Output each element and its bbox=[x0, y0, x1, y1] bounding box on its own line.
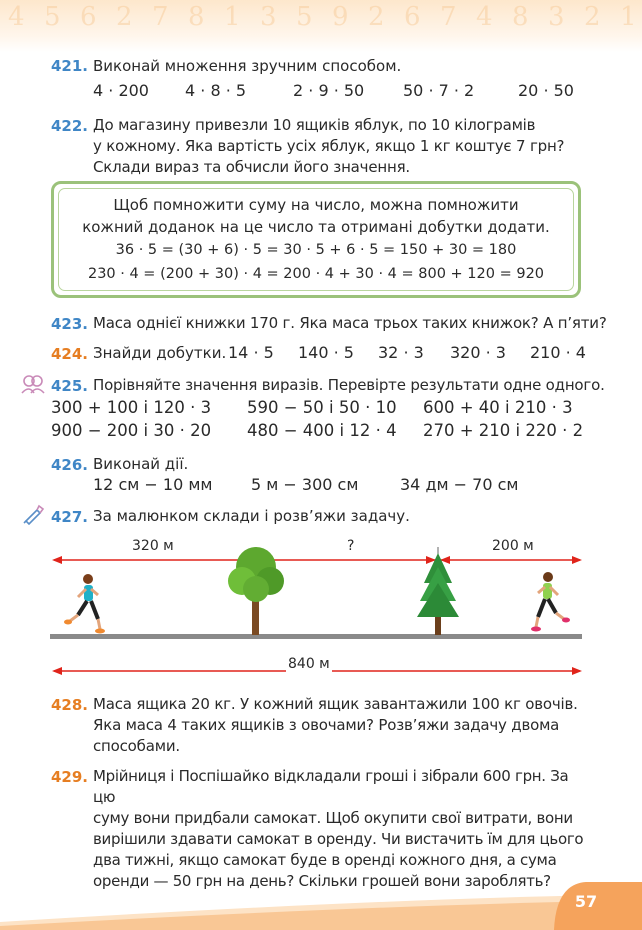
header-digit: 9 bbox=[332, 2, 349, 32]
problem-428-number: 428. bbox=[51, 696, 89, 714]
comparison: 600 + 40 і 210 · 3 bbox=[423, 398, 573, 417]
text-line: суму вони придбали самокат. Щоб окупити свої витрати, вони bbox=[93, 809, 573, 827]
text-line: два тижні, якщо самокат буде в оренді кожного дня, а сума bbox=[93, 851, 557, 869]
rule-line: Щоб помножити суму на число, можна помножити bbox=[113, 196, 519, 214]
label-unknown-distance: ? bbox=[347, 538, 355, 554]
problem-425-row bbox=[51, 398, 591, 420]
problem-429-text bbox=[93, 766, 588, 892]
comparison: 480 − 400 і 12 · 4 bbox=[247, 421, 397, 440]
top-distance-line bbox=[52, 547, 582, 635]
page-number: 57 bbox=[574, 892, 598, 911]
problem-426-text: Виконай дії. bbox=[93, 455, 189, 473]
fir-tree-icon bbox=[417, 553, 459, 635]
header-digit: 3 bbox=[260, 2, 277, 32]
label-right-distance: 200 м bbox=[492, 538, 534, 554]
expression: 34 дм − 70 см bbox=[400, 475, 519, 494]
rule-line: кожний доданок на це число та отримані добутки додати. bbox=[82, 218, 550, 236]
problem-423-number: 423. bbox=[51, 315, 89, 333]
header-digit: 6 bbox=[80, 2, 97, 32]
expression: 12 см − 10 мм bbox=[93, 475, 213, 494]
text-line: у кожному. Яка вартість усіх яблук, якщо 1 кг коштує 7 грн? bbox=[93, 137, 565, 155]
label-left-distance: 320 м bbox=[132, 538, 174, 554]
text-line: Яка маса 4 таких ящиків з овочами? Розв’яжи задачу двома bbox=[93, 716, 560, 734]
header-digit: 2 bbox=[584, 2, 601, 32]
expression: 20 · 50 bbox=[518, 81, 574, 100]
text-line: Мрійниця і Поспішайко відкладали гроші і зібрали 600 грн. За цю bbox=[93, 767, 569, 806]
header-digit: 6 bbox=[404, 2, 421, 32]
text-line: вирішили здавати самокат в оренду. Чи вистачить їм для цього bbox=[93, 830, 584, 848]
header-digit: 4 bbox=[476, 2, 493, 32]
header-digit: 7 bbox=[152, 2, 169, 32]
expression: 4 · 200 bbox=[93, 81, 149, 100]
header-digit: 3 bbox=[548, 2, 565, 32]
header-digit: 5 bbox=[296, 2, 313, 32]
header-digit: 5 bbox=[44, 2, 61, 32]
expression: 5 м − 300 см bbox=[251, 475, 359, 494]
text-line: оренди — 50 грн на день? Скільки грошей вони зароблять? bbox=[93, 872, 551, 890]
problem-425-row bbox=[51, 421, 591, 443]
runner-right-icon bbox=[531, 572, 570, 632]
problem-427-number: 427. bbox=[51, 508, 89, 526]
problem-421-number: 421. bbox=[51, 57, 89, 75]
text-line: До магазину привезли 10 ящиків яблук, по 10 кілограмів bbox=[93, 116, 536, 134]
problem-426-number: 426. bbox=[51, 456, 89, 474]
expression: 32 · 3 bbox=[378, 343, 424, 362]
problem-426-expressions bbox=[93, 475, 553, 497]
rule-example: 36 · 5 = (30 + 6) · 5 = 30 · 5 + 6 · 5 = 150 + 30 = 180 bbox=[115, 242, 517, 258]
expression: 50 · 7 · 2 bbox=[403, 81, 475, 100]
expression: 210 · 4 bbox=[530, 343, 586, 362]
rule-example: 230 · 4 = (200 + 30) · 4 = 200 · 4 + 30 · 4 = 800 + 120 = 920 bbox=[87, 266, 545, 282]
ground-line bbox=[50, 634, 582, 639]
runner-left-icon bbox=[64, 574, 105, 634]
problem-421-expressions bbox=[93, 81, 583, 103]
expression: 2 · 9 · 50 bbox=[293, 81, 365, 100]
header-digit: 8 bbox=[188, 2, 205, 32]
problem-421-text: Виконай множення зручним способом. bbox=[93, 57, 402, 75]
comparison: 590 − 50 і 50 · 10 bbox=[247, 398, 397, 417]
label-total-distance: 840 м bbox=[288, 656, 330, 672]
comparison: 300 + 100 і 120 · 3 bbox=[51, 398, 212, 417]
problem-424-expressions bbox=[228, 343, 588, 365]
text-line: Склади вираз та обчисли його значення. bbox=[93, 158, 410, 176]
problem-427-text: За малюнком склади і розв’яжи задачу. bbox=[93, 507, 410, 525]
pair-work-icon bbox=[20, 373, 46, 395]
problem-425-text: Порівняйте значення виразів. Перевірте результати одне одного. bbox=[93, 376, 605, 394]
problem-429-number: 429. bbox=[51, 768, 89, 786]
text-line: способами. bbox=[93, 737, 180, 755]
pencil-icon bbox=[22, 503, 44, 525]
header-digit: 2 bbox=[368, 2, 385, 32]
expression: 4 · 8 · 5 bbox=[185, 81, 247, 100]
problem-424-text: Знайди добутки. bbox=[93, 344, 227, 362]
header-digit: 2 bbox=[116, 2, 133, 32]
problem-424-number: 424. bbox=[51, 345, 89, 363]
expression: 320 · 3 bbox=[450, 343, 506, 362]
expression: 14 · 5 bbox=[228, 343, 274, 362]
header-digit: 7 bbox=[440, 2, 457, 32]
header-digit: 8 bbox=[512, 2, 529, 32]
header-digit: 1 bbox=[620, 2, 637, 32]
problem-422-text bbox=[93, 115, 583, 178]
comparison: 270 + 210 і 220 · 2 bbox=[423, 421, 584, 440]
problem-423-text: Маса однієї книжки 170 г. Яка маса трьох таких книжок? А п’яти? bbox=[93, 314, 607, 332]
problem-425-number: 425. bbox=[51, 377, 89, 395]
header-band bbox=[0, 0, 642, 52]
comparison: 900 − 200 і 30 · 20 bbox=[51, 421, 212, 440]
header-digit: 4 bbox=[8, 2, 25, 32]
expression: 140 · 5 bbox=[298, 343, 354, 362]
problem-428-text bbox=[93, 694, 588, 757]
problem-422-number: 422. bbox=[51, 117, 89, 135]
header-digit: 1 bbox=[224, 2, 241, 32]
text-line: Маса ящика 20 кг. У кожний ящик завантажили 100 кг овочів. bbox=[93, 695, 578, 713]
